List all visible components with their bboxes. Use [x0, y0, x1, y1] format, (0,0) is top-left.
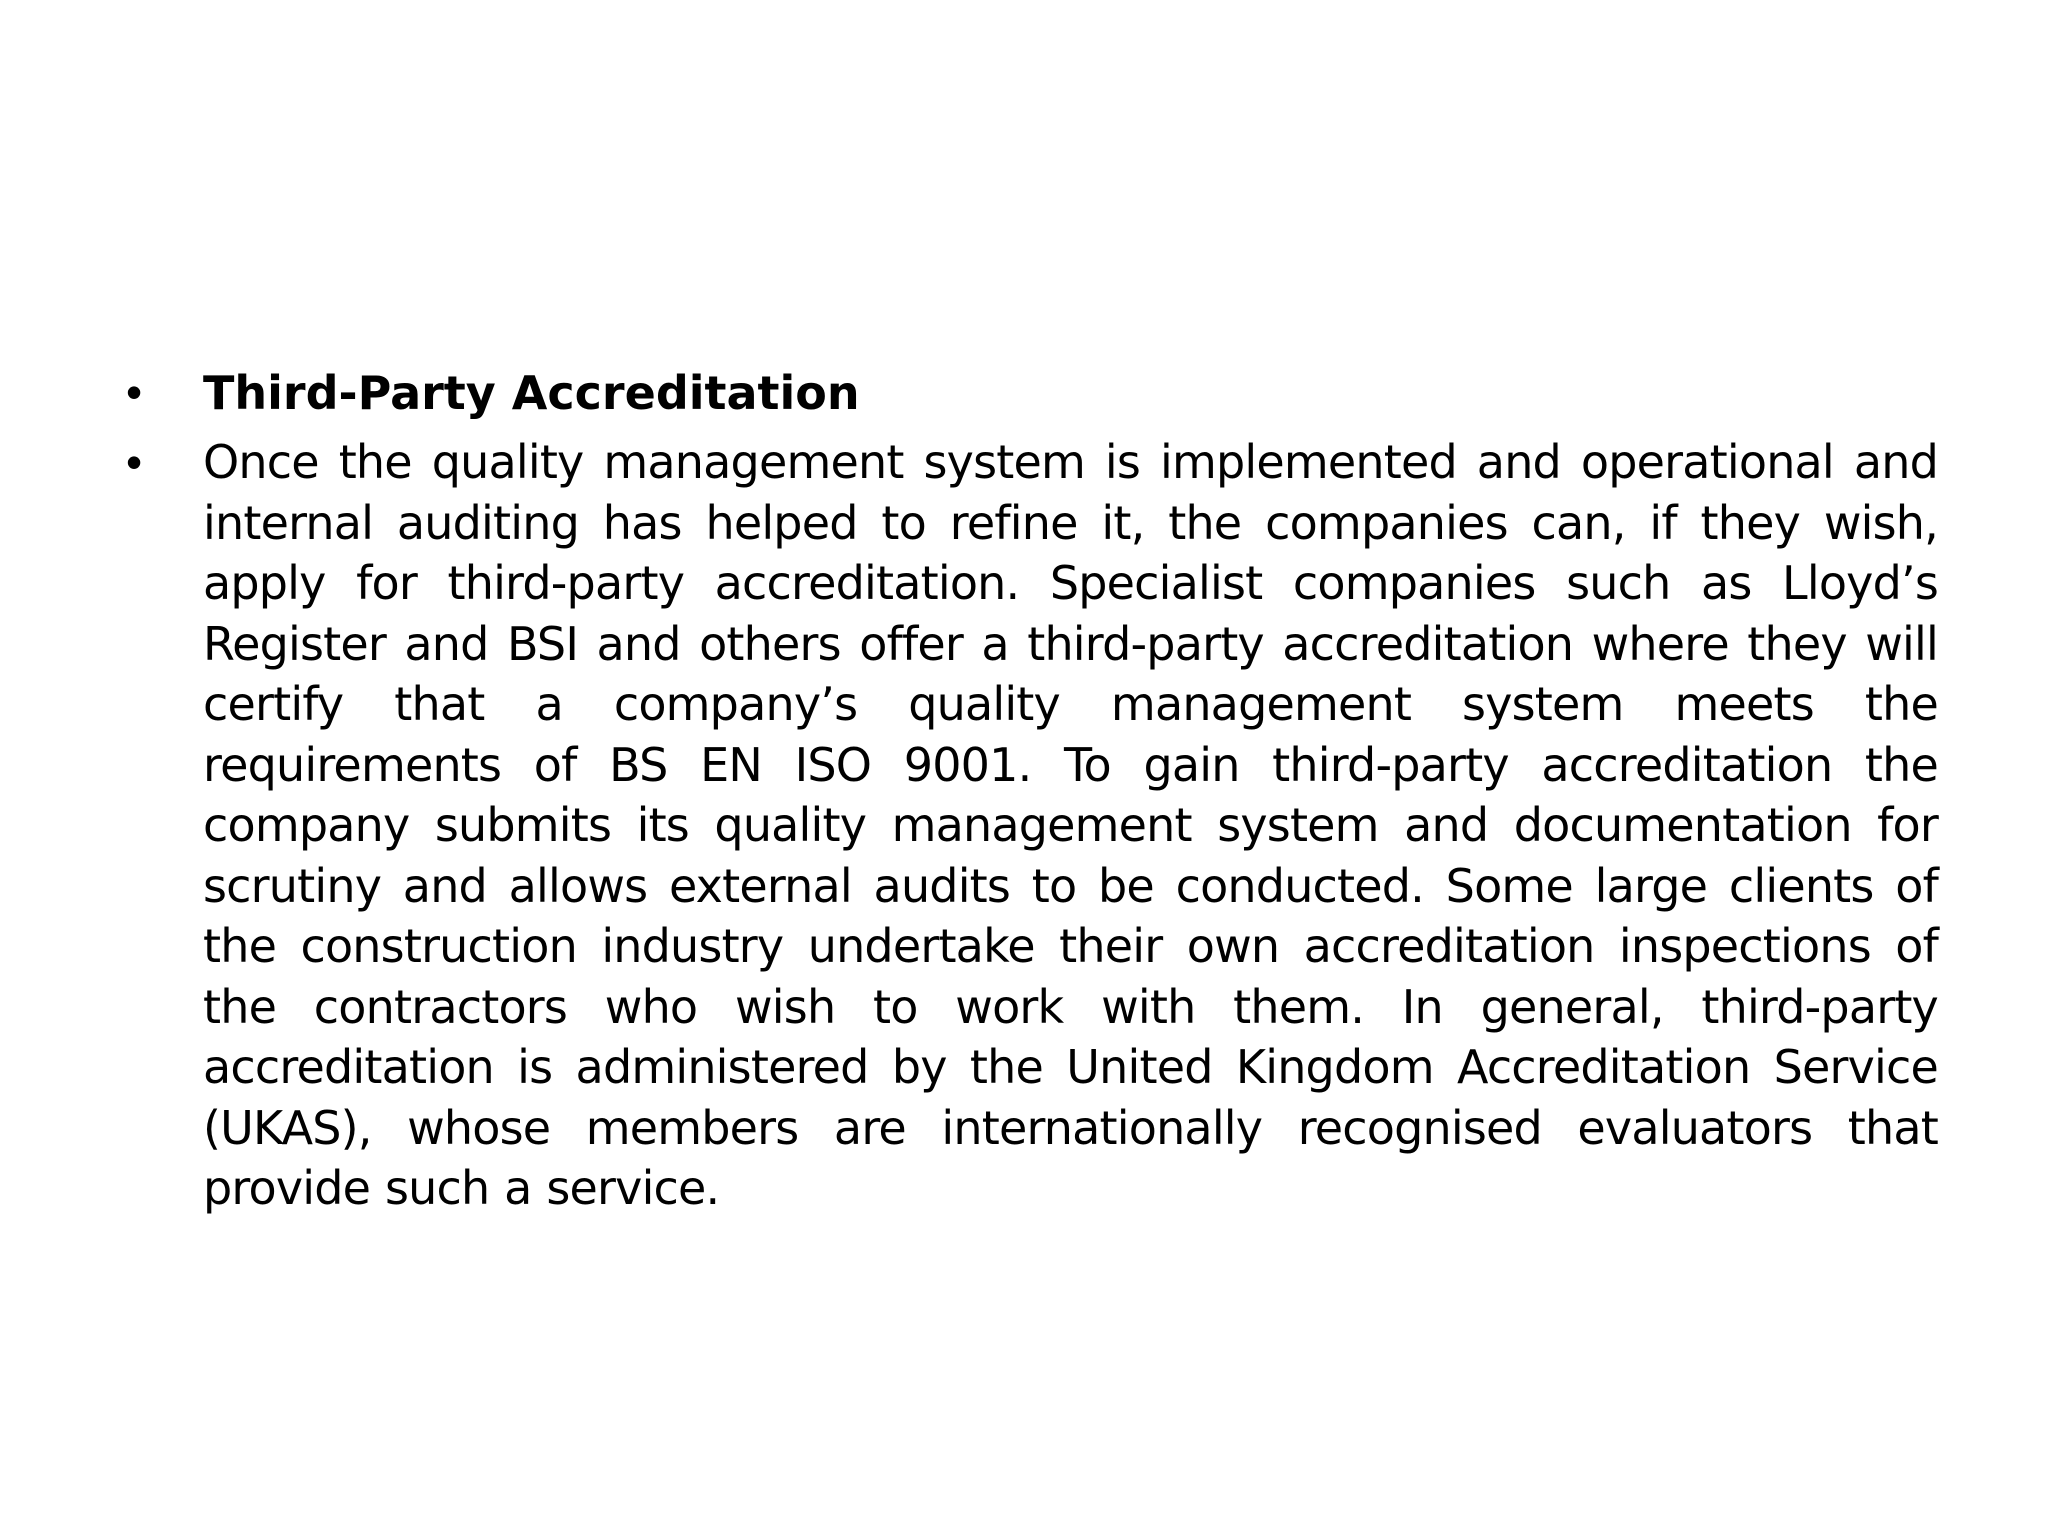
bullet-list [118, 362, 1938, 1219]
bullet-item-body [118, 432, 1938, 1219]
bullet-item-heading [118, 362, 1938, 424]
slide-content [118, 362, 1938, 1227]
body-paragraph: Once the quality management system is implemented and operational and internal auditing has helped to refine it, the companies can, if they wish, apply for third-party accreditation. Specialist companies such as Lloyd’s Register and BSI and others offer a third-party accreditation where they will certify that a company’s quality management system meets the requirements of BS EN ISO 9001. To gain third-party accreditation the company submits its quality management system and documentation for scrutiny and allows external audits to be conducted. Some large clients of the construction industry undertake their own accreditation inspections of the contractors who wish to work with them. In general, third-party accreditation is administered by the United Kingdom Accreditation Service (UKAS), whose members are internationally recognised evaluators that provide such a service. [203, 435, 1938, 1215]
bullet-dot-icon: • [126, 366, 143, 418]
section-heading: Third-Party Accreditation [203, 366, 860, 420]
bullet-dot-icon: • [126, 436, 143, 488]
